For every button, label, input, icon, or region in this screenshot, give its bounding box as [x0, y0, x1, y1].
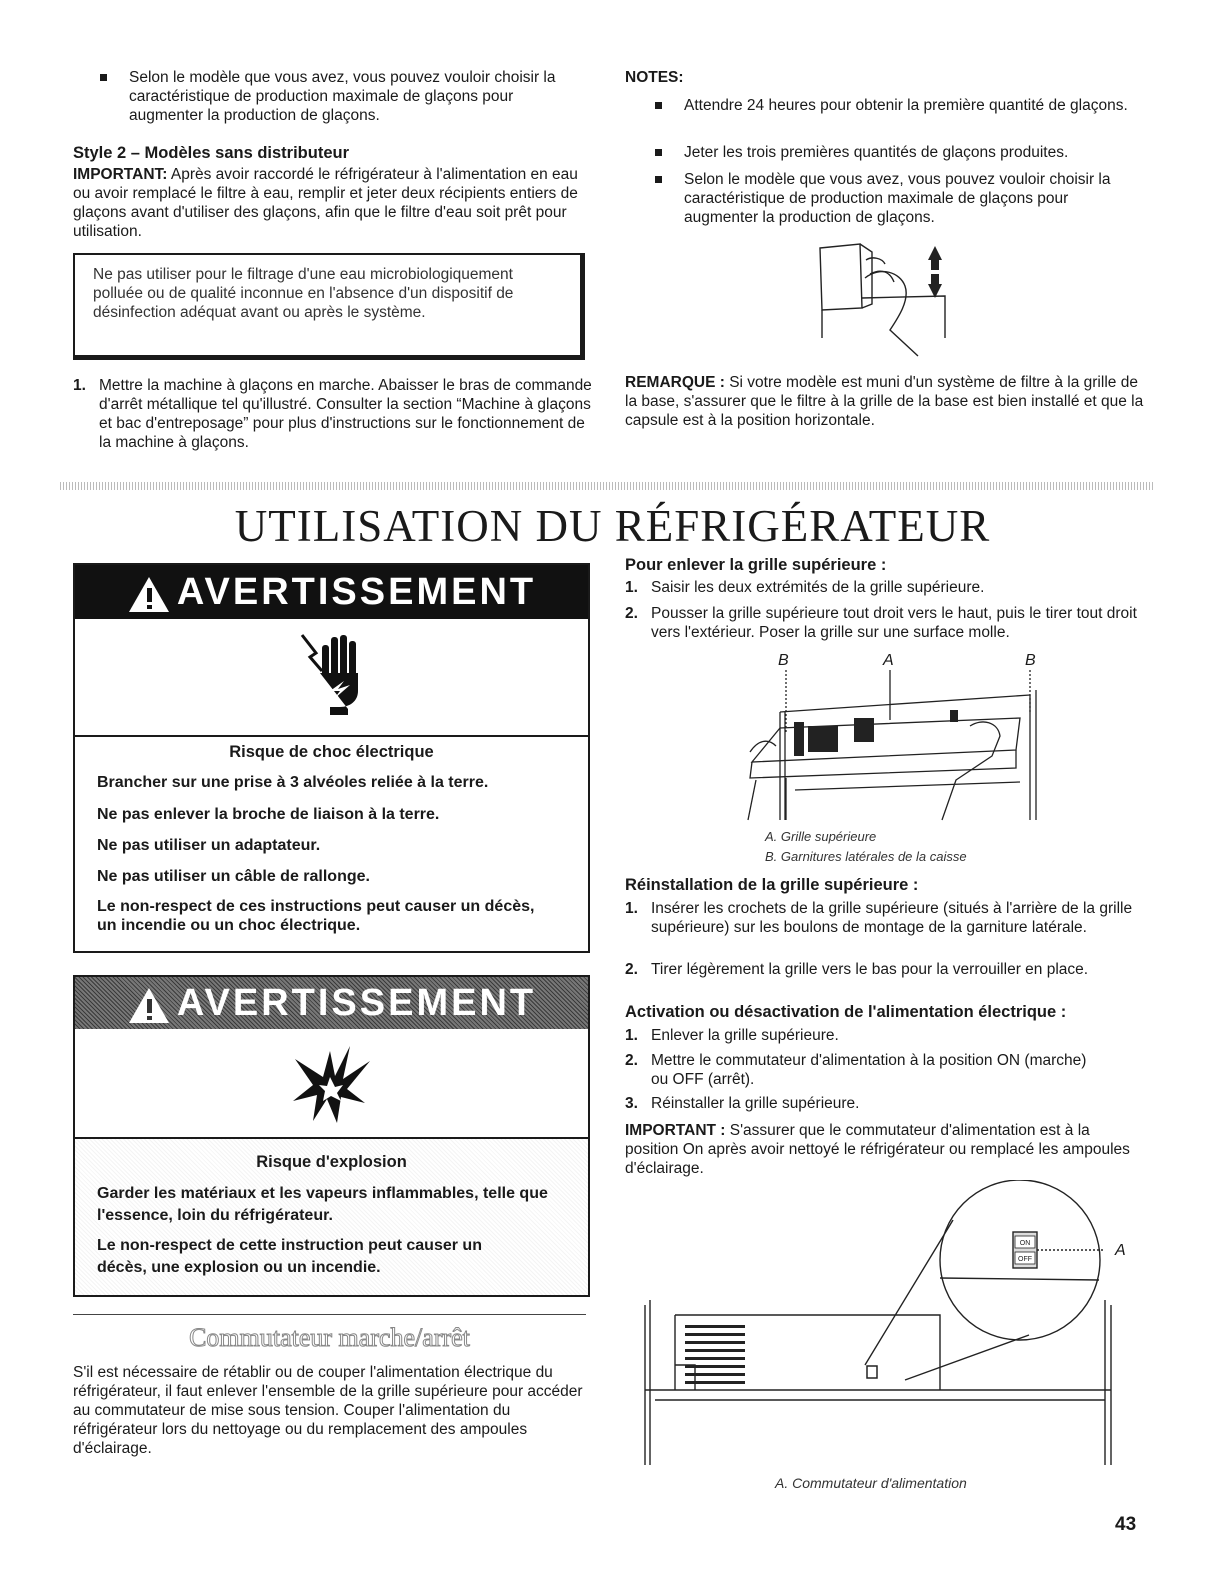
power-step — [625, 1051, 1145, 1089]
important-label: IMPORTANT: — [73, 166, 168, 183]
bullet-square — [655, 176, 662, 183]
reinstall-heading: Réinstallation de la grille supérieure : — [625, 876, 919, 894]
ice-maker-arm-illustration — [810, 238, 955, 358]
important-paragraph — [73, 165, 588, 241]
warning-line: Ne pas utiliser un câble de rallonge. — [97, 868, 370, 885]
warning-line: Le non-respect de ces instructions peut causer un décès, un incendie ou un choc électrique. — [97, 898, 535, 934]
explosion-warning-box — [73, 975, 590, 1297]
bullet-square — [655, 102, 662, 109]
switch-section-text: S'il est nécessaire de rétablir ou de couper l'alimentation électrique du réfrigérateur, il faut enlever l'ensemble de la grille supérieure pour accéder au commutateur de mise sous tension. Couper l'alimentation du réfrigérateur lors du nettoyage ou du remplacement des ampoules d'éclairage. — [73, 1364, 583, 1457]
step-number: 2. — [625, 605, 638, 622]
important-label: IMPORTANT : — [625, 1122, 726, 1139]
step-number: 1. — [73, 377, 86, 394]
note-item — [655, 170, 1135, 227]
page-number: 43 — [1115, 1514, 1137, 1535]
fig-label-b-right: B — [1025, 652, 1036, 669]
power-fig-label-a: A — [1115, 1242, 1126, 1259]
style2-heading: Style 2 – Modèles sans distributeur — [73, 144, 350, 162]
warning-risk-title: Risque d'explosion — [256, 1153, 407, 1171]
warning-triangle-icon — [127, 574, 171, 614]
switch-section-rule — [73, 1314, 586, 1315]
note-item — [655, 143, 1135, 162]
power-step — [625, 1026, 1145, 1045]
left-bullet-text: Selon le modèle que vous avez, vous pouvez vouloir choisir la caractéristique de production maximale de glaçons pour augmenter la production de glaçons. — [129, 69, 556, 124]
section-title: UTILISATION DU RÉFRIGÉRATEUR — [234, 501, 991, 551]
warning-line: Ne pas enlever la broche de liaison à la terre. — [97, 806, 440, 823]
important-text: Après avoir raccordé le réfrigérateur à l'alimentation en eau ou avoir remplacé le filtre à eau, remplir et jeter deux récipients entiers de glaçons avant d'utiliser des glaçons, afin que le filtre d'eau soit prêt pour utilisation. — [73, 166, 578, 240]
note-item — [655, 96, 1135, 115]
note-text: Jeter les trois premières quantités de glaçons produites. — [684, 144, 1069, 161]
power-caption: A. Commutateur d'alimentation — [775, 1475, 967, 1491]
remarque-text: Si votre modèle est muni d'un système de filtre à la grille de la base, s'assurer que le filtre à la grille de la base est bien installé et que la capsule est à la position horizontale. — [625, 374, 1144, 429]
step-text: Mettre le commutateur d'alimentation à la position ON (marche) ou OFF (arrêt). — [651, 1052, 1087, 1088]
warning-triangle-icon — [127, 985, 171, 1025]
warning-line: Garder les matériaux et les vapeurs inflammables, telle que l'essence, loin du réfrigérateur. — [97, 1185, 548, 1224]
step-text: Saisir les deux extrémités de la grille supérieure. — [651, 579, 985, 596]
left-step-1 — [73, 376, 593, 452]
warning-line: Brancher sur une prise à 3 alvéoles reliée à la terre. — [97, 774, 489, 791]
remove-step — [625, 604, 1145, 642]
fig-label-a: A — [883, 652, 894, 669]
step-number: 1. — [625, 1027, 638, 1044]
warning-divider — [75, 735, 588, 737]
step-number: 2. — [625, 1052, 638, 1069]
switch-on-label: ON — [1019, 1240, 1031, 1247]
note-text: Selon le modèle que vous avez, vous pouvez vouloir choisir la caractéristique de production maximale de glaçons pour augmenter la production de glaçons. — [684, 171, 1111, 226]
remove-step — [625, 578, 1145, 597]
step-text: Insérer les crochets de la grille supérieure (situés à l'arrière de la grille supérieure) sur les boulons de montage de la garniture latérale. — [651, 900, 1133, 936]
fig-label-b-left: B — [778, 652, 789, 669]
warning-header-text: AVERTISSEMENT — [176, 982, 537, 1024]
power-heading: Activation ou désactivation de l'alimentation électrique : — [625, 1003, 1067, 1021]
grille-caption-a: A. Grille supérieure — [765, 829, 877, 844]
warning-header-text: AVERTISSEMENT — [176, 571, 537, 613]
step-number: 3. — [625, 1095, 638, 1112]
step-text: Réinstaller la grille supérieure. — [651, 1095, 860, 1112]
note-text: Attendre 24 heures pour obtenir la première quantité de glaçons. — [684, 97, 1128, 114]
reinstall-step — [625, 899, 1145, 937]
notes-heading: NOTES: — [625, 69, 684, 86]
switch-section-title: Commutateur marche/arrêt — [189, 1323, 470, 1352]
important-text: S'assurer que le commutateur d'alimentation est à la position On après avoir nettoyé le réfrigérateur ou remplacé les ampoules d'éclairage. — [625, 1122, 1130, 1177]
warning-line: Ne pas utiliser un adaptateur. — [97, 837, 321, 854]
power-important-paragraph — [625, 1121, 1145, 1178]
step-number: 2. — [625, 961, 638, 978]
switch-off-label: OFF — [1018, 1256, 1032, 1263]
grille-removal-illustration — [720, 670, 1050, 828]
remove-grille-heading: Pour enlever la grille supérieure : — [625, 556, 887, 574]
filter-warning-text: Ne pas utiliser pour le filtrage d'une eau microbiologiquement polluée ou de qualité inconnue en l'absence d'un dispositif de désinfection adéquat avant ou après le système. — [93, 266, 514, 321]
remarque-label: REMARQUE : — [625, 374, 725, 391]
left-bullet-item — [100, 68, 560, 125]
bullet-square — [655, 149, 662, 156]
warning-divider — [75, 1137, 588, 1139]
filter-warning-box — [73, 253, 585, 360]
remarque-paragraph — [625, 373, 1145, 430]
bullet-square — [100, 74, 107, 81]
step-text: Enlever la grille supérieure. — [651, 1027, 839, 1044]
grille-caption-b: B. Garnitures latérales de la caisse — [765, 849, 967, 864]
explosion-icon — [285, 1041, 375, 1131]
step-text: Pousser la grille supérieure tout droit vers le haut, puis le tirer tout droit vers l'extérieur. Poser la grille sur une surface molle. — [651, 605, 1137, 641]
step-number: 1. — [625, 579, 638, 596]
warning-header — [75, 977, 588, 1029]
warning-header — [75, 565, 588, 619]
warning-risk-title: Risque de choc électrique — [229, 743, 434, 761]
power-switch-illustration — [635, 1180, 1135, 1470]
reinstall-step — [625, 960, 1145, 979]
step-text: Mettre la machine à glaçons en marche. Abaisser le bras de commande d'arrêt métallique tel qu'illustré. Consulter la section “Machine à glaçons et bac d'entreposage” pour plus d'instructions sur le fonctionnement de la machine à glaçons. — [99, 377, 592, 451]
warning-line: Le non-respect de cette instruction peut causer un décès, une explosion ou un incendie. — [97, 1237, 482, 1276]
step-text: Tirer légèrement la grille vers le bas pour la verrouiller en place. — [651, 961, 1089, 978]
section-separator — [60, 482, 1155, 490]
step-number: 1. — [625, 900, 638, 917]
power-step — [625, 1094, 1145, 1113]
shock-warning-box — [73, 563, 590, 953]
electric-shock-hand-icon — [300, 629, 370, 717]
